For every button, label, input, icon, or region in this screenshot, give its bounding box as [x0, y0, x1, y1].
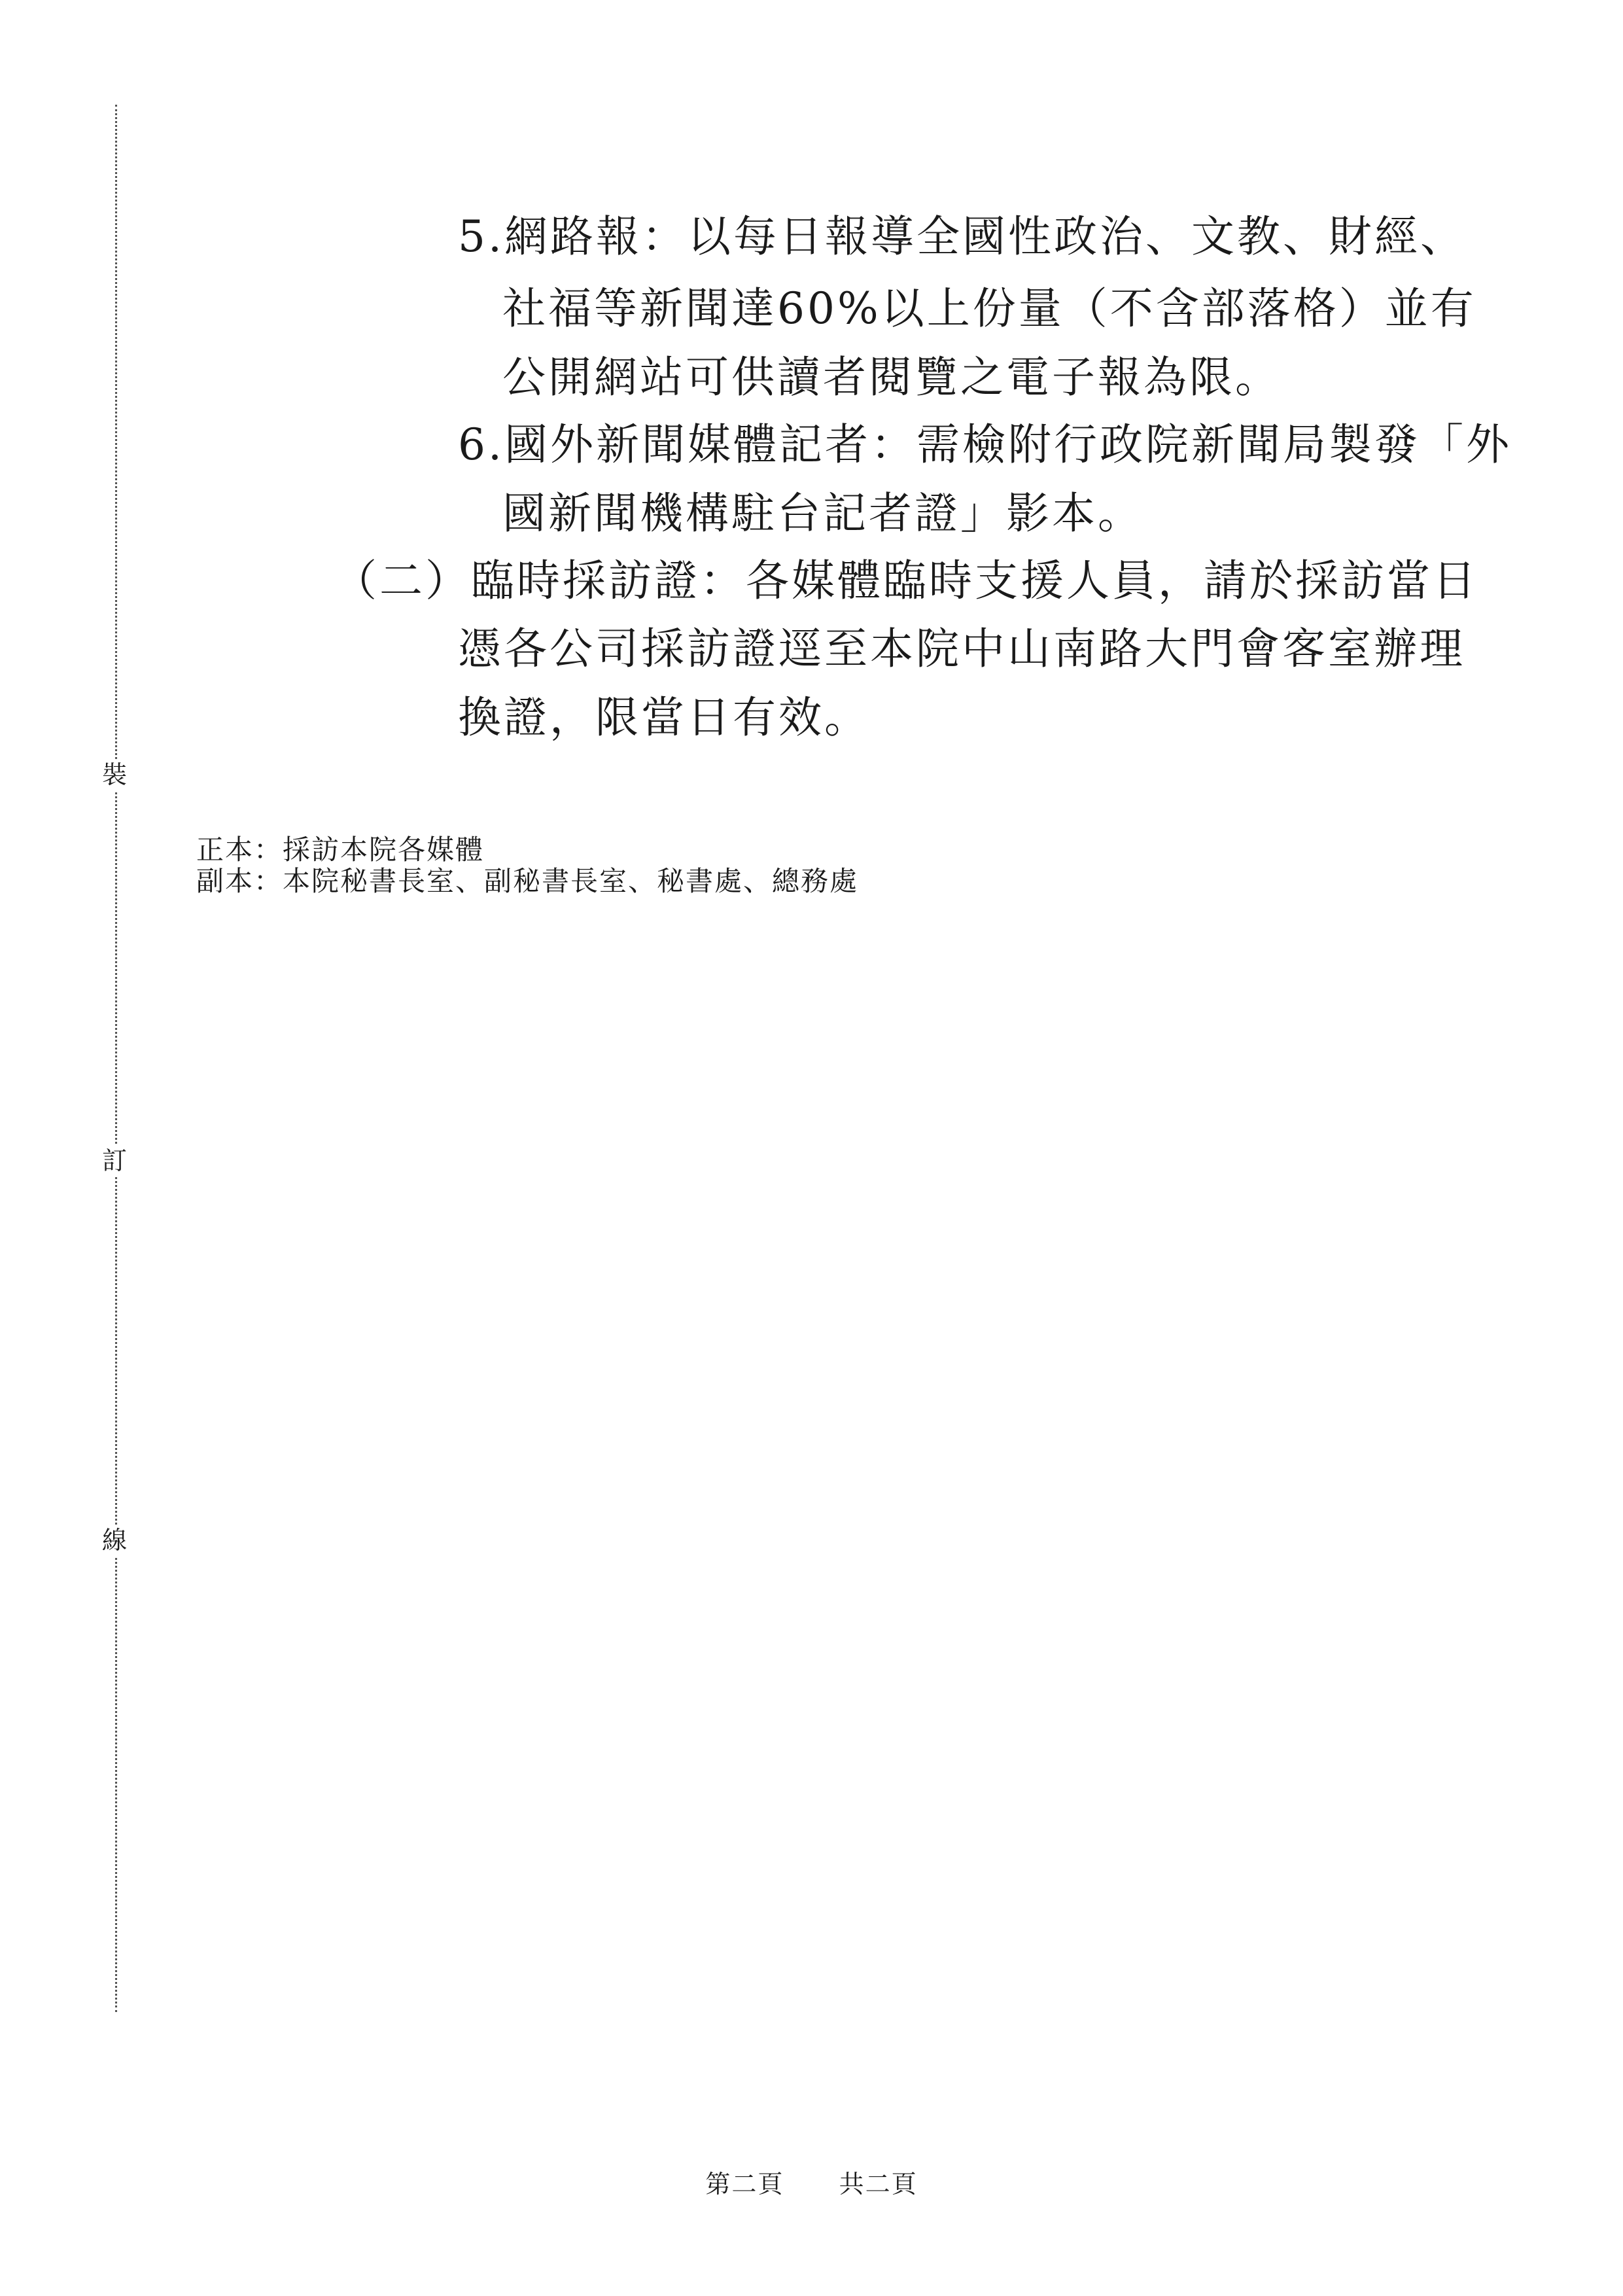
binding-label-xian: 線 — [98, 1525, 131, 1556]
section2-line1: （二）臨時採訪證：各媒體臨時支援人員，請於採訪當日 — [334, 556, 1478, 606]
item5-line2: 社福等新聞達60%以上份量（不含部落格）並有 — [502, 283, 1476, 334]
distribution-original: 正本：採訪本院各媒體 — [196, 834, 485, 866]
section2-line2: 憑各公司採訪證逕至本院中山南路大門會客室辦理 — [458, 624, 1465, 674]
item5-line1: 5.網路報：以每日報導全國性政治、文教、財經、 — [458, 211, 1466, 262]
section2-line3: 換證，限當日有效。 — [458, 692, 870, 743]
item5-line3: 公開網站可供讀者閱覽之電子報為限。 — [502, 352, 1281, 402]
binding-margin-line — [115, 105, 117, 2012]
item6-line1: 6.國外新聞媒體記者：需檢附行政院新聞局製發「外 — [458, 419, 1512, 470]
distribution-copy: 副本：本院秘書長室、副秘書長室、秘書處、總務處 — [196, 865, 859, 897]
binding-label-ding: 訂 — [98, 1145, 131, 1176]
binding-label-zhuang: 裝 — [98, 759, 131, 790]
page-number: 第二頁 共二頁 — [705, 2170, 918, 2199]
item6-line2: 國新聞機構駐台記者證」影本。 — [502, 488, 1143, 539]
